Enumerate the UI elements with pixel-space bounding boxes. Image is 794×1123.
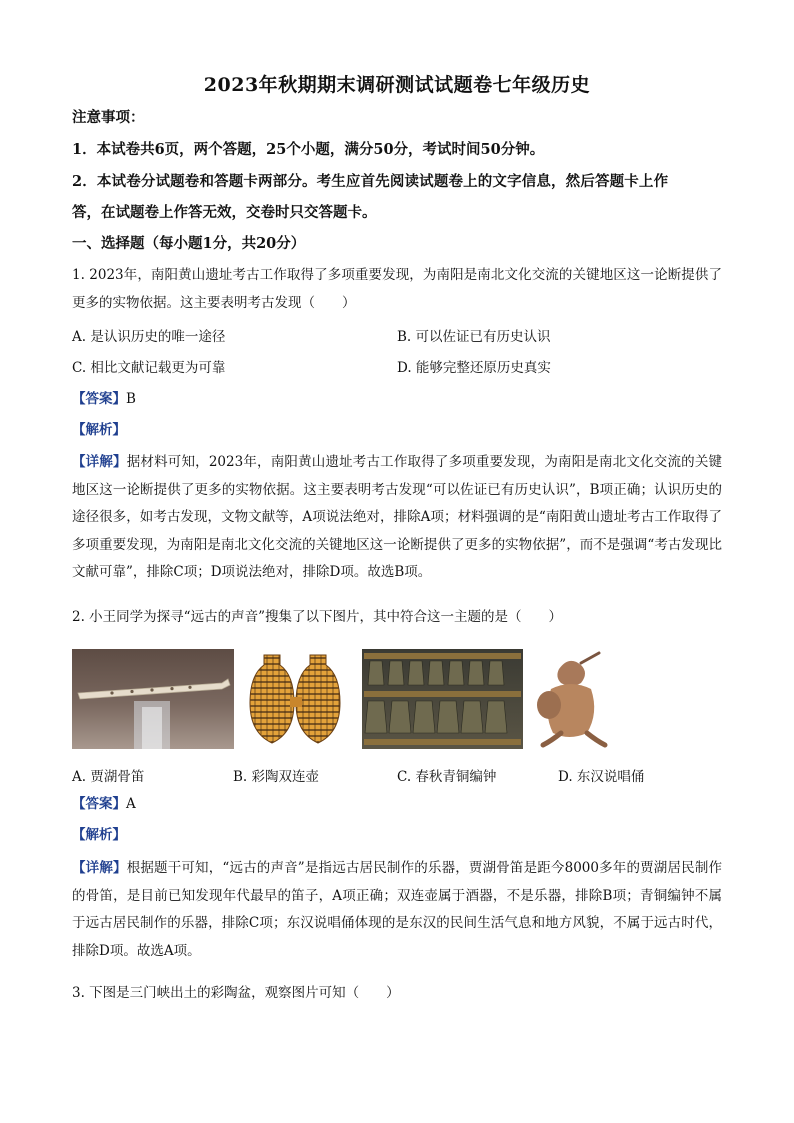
- q1-option-d: D. 能够完整还原历史真实: [397, 360, 551, 376]
- notice-item-2-line2: 答，在试题卷上作答无效，交卷时只交答题卡。: [72, 204, 377, 221]
- q1-option-a: A. 是认识历史的唯一途径: [72, 329, 226, 345]
- bronze-bells-icon: [362, 649, 523, 749]
- analysis-tag: 【解析】: [72, 827, 126, 843]
- notice-heading: 注意事项：: [72, 109, 145, 126]
- q2-detail: [72, 855, 722, 965]
- q2-option-d: D. 东汉说唱俑: [558, 769, 645, 785]
- q1-answer: B: [126, 391, 136, 407]
- storyteller-figurine-icon: [531, 649, 613, 749]
- q2-answer-line: [72, 794, 136, 814]
- storyteller-figurine-image: [531, 649, 613, 749]
- page-title: 2023年秋期期末调研测试试题卷七年级历史: [203, 74, 591, 96]
- q2-option-c: C. 春秋青铜编钟: [397, 769, 497, 785]
- q2-stem: 2. 小王同学为探寻“远古的声音”搜集了以下图片，其中符合这一主题的是（ ）: [72, 609, 562, 625]
- q2-detail-text: 根据题干可知，“远古的声音”是指远古居民制作的乐器，贾湖骨笛是距今8000多年的贾湖居民制作的骨笛，是目前已知发现年代最早的笛子，A项正确；双连壶属于酒器，不是乐器，排除B项；青铜编钟不属于远古居民制作的乐器，排除C项；东汉说唱俑体现的是东汉的民间生活气息和地方风貌，不属于远古时代，排除D项。故选A项。: [72, 860, 722, 959]
- q3-stem: 3. 下图是三门峡出土的彩陶盆，观察图片可知（ ）: [72, 985, 400, 1001]
- q1-option-c: C. 相比文献记载更为可靠: [72, 360, 226, 376]
- q1-answer-line: [72, 389, 136, 409]
- q1-stem: 1. 2023年，南阳黄山遗址考古工作取得了多项重要发现，为南阳是南北文化交流的关键地区这一论断提供了更多的实物依据。这主要表明考古发现（ ）: [72, 267, 722, 311]
- q2-answer: A: [126, 796, 136, 812]
- q1-option-b: B. 可以佐证已有历史认识: [397, 329, 551, 345]
- q2-option-b: B. 彩陶双连壶: [233, 769, 320, 785]
- q2-analysis-line: [72, 825, 126, 845]
- detail-tag: 【详解】: [72, 454, 127, 470]
- q1-analysis-line: [72, 420, 126, 440]
- q2-option-a: A. 贾湖骨笛: [72, 769, 145, 785]
- twin-pot-image: [246, 649, 346, 749]
- notice-item-1: 1．本试卷共6页，两个答题，25个小题，满分50分，考试时间50分钟。: [72, 141, 545, 158]
- section-heading: 一、选择题（每小题1分，共20分）: [72, 235, 306, 252]
- bone-flute-image: [72, 649, 234, 749]
- analysis-tag: 【解析】: [72, 422, 126, 438]
- bone-flute-icon: [72, 649, 234, 749]
- detail-tag: 【详解】: [72, 860, 127, 876]
- answer-tag: 【答案】: [72, 391, 126, 407]
- answer-tag: 【答案】: [72, 796, 126, 812]
- bronze-bells-image: [362, 649, 523, 749]
- twin-pot-icon: [246, 649, 346, 749]
- notice-item-2-line1: 2．本试卷分试题卷和答题卡两部分。考生应首先阅读试题卷上的文字信息，然后答题卡上作: [72, 173, 669, 190]
- q1-detail: [72, 449, 722, 587]
- q1-detail-text: 据材料可知，2023年，南阳黄山遗址考古工作取得了多项重要发现，为南阳是南北文化交流的关键地区这一论断提供了更多的实物依据。这主要表明考古发现“可以佐证已有历史认识”，B项正确；认识历史的途径很多，如考古发现，文物文献等，A项说法绝对，排除A项；材料强调的是“南阳黄山遗址考古工作取得了多项重要发现，为南阳是南北文化交流的关键地区这一论断提供了更多的实物依据”，而不是强调“考古发现比文献可靠”，排除C项；D项说法绝对，排除D项。故选B项。: [72, 454, 723, 580]
